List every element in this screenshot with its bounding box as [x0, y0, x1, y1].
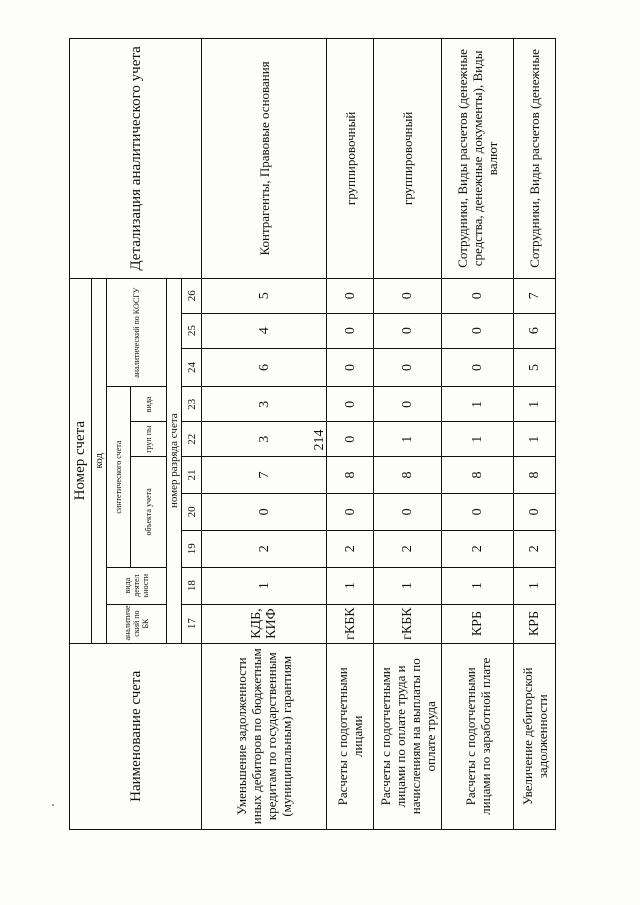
row-obj-19: 2: [514, 530, 556, 567]
table-row: [374, 39, 442, 830]
activity-type-header: вида деятел ьности: [107, 567, 167, 604]
row-obj-21: 7: [202, 457, 327, 494]
row-group: 1: [442, 422, 514, 457]
row-bk: КДБ, КИФ: [202, 604, 327, 643]
row-bk: КРБ: [514, 604, 556, 643]
row-obj-20: 0: [374, 493, 442, 530]
row-activity: 1: [327, 567, 374, 604]
chart-of-accounts-table: [69, 38, 556, 830]
row-detail: Контрагенты, Правовые основания: [202, 39, 327, 279]
row-detail: Сотрудники, Виды расчетов (денежные: [514, 39, 556, 279]
digit-17: 17: [182, 604, 202, 643]
code-header: код: [92, 278, 107, 643]
row-name: Увеличение дебиторской задолженности: [514, 643, 556, 829]
row-detail: Сотрудники, Виды расчетов (денежные средства, денежные документы), Виды валют: [442, 39, 514, 279]
row-kosgu-24: 0: [374, 348, 442, 387]
digit-20: 20: [182, 493, 202, 530]
row-kind: 0: [327, 387, 374, 422]
row-obj-21: 8: [442, 457, 514, 494]
row-obj-20: 0: [514, 493, 556, 530]
row-bk: гКБК: [374, 604, 442, 643]
row-obj-21: 8: [514, 457, 556, 494]
scan-artifact: [52, 804, 54, 806]
row-group: 1: [374, 422, 442, 457]
header-row-1: [70, 39, 92, 830]
row-group: 1: [514, 422, 556, 457]
page-number: 214: [312, 429, 327, 451]
digit-26: 26: [182, 278, 202, 313]
row-kind: 1: [514, 387, 556, 422]
row-detail: группировочный: [374, 39, 442, 279]
row-kind: 1: [442, 387, 514, 422]
row-obj-20: 0: [202, 493, 327, 530]
row-kind: 3: [202, 387, 327, 422]
row-obj-19: 2: [374, 530, 442, 567]
table-row: [514, 39, 556, 830]
row-name: Расчеты с подотчетными лицами по заработной плате: [442, 643, 514, 829]
account-number-header: Номер счета: [70, 278, 92, 643]
row-obj-20: 0: [442, 493, 514, 530]
digit-19: 19: [182, 530, 202, 567]
row-activity: 1: [442, 567, 514, 604]
row-obj-20: 0: [327, 493, 374, 530]
row-group: 0: [327, 422, 374, 457]
row-obj-19: 2: [202, 530, 327, 567]
kind-header: вида: [131, 387, 167, 422]
row-detail: группировочный: [327, 39, 374, 279]
row-kind: 0: [374, 387, 442, 422]
row-activity: 1: [374, 567, 442, 604]
digit-22: 22: [182, 422, 202, 457]
row-kosgu-25: 0: [442, 313, 514, 348]
analytic-kosgu-header: аналитический по КОСГУ: [107, 278, 167, 387]
row-bk: гКБК: [327, 604, 374, 643]
row-kosgu-26: 7: [514, 278, 556, 313]
row-kosgu-25: 0: [374, 313, 442, 348]
row-obj-21: 8: [374, 457, 442, 494]
digit-24: 24: [182, 348, 202, 387]
digit-21: 21: [182, 457, 202, 494]
row-obj-19: 2: [442, 530, 514, 567]
row-kosgu-26: 0: [442, 278, 514, 313]
rotated-table-wrapper: [69, 38, 550, 830]
digit-18: 18: [182, 567, 202, 604]
row-name: Расчеты с подотчетными лицами: [327, 643, 374, 829]
row-activity: 1: [202, 567, 327, 604]
row-activity: 1: [514, 567, 556, 604]
row-kosgu-26: 0: [374, 278, 442, 313]
row-kosgu-24: 0: [327, 348, 374, 387]
row-kosgu-25: 4: [202, 313, 327, 348]
table-row: [202, 39, 327, 830]
table-row: [327, 39, 374, 830]
detail-header: Детализация аналитического учета: [70, 39, 202, 279]
table-row: [442, 39, 514, 830]
digit-23: 23: [182, 387, 202, 422]
row-kosgu-24: 0: [442, 348, 514, 387]
row-obj-21: 8: [327, 457, 374, 494]
row-kosgu-26: 0: [327, 278, 374, 313]
account-object-header: объекта учета: [131, 457, 167, 568]
account-name-header: Наименование счета: [70, 643, 202, 829]
row-obj-19: 2: [327, 530, 374, 567]
row-name: Уменьшение задолженности иных дебиторов по бюджетным кредитам по государственным (муниципальным) гарантиям: [202, 643, 327, 829]
synthetic-account-header: синтетического счета: [107, 387, 131, 567]
digit-25: 25: [182, 313, 202, 348]
analytic-bk-header: аналитиче ский по БК: [107, 604, 167, 643]
row-kosgu-25: 0: [327, 313, 374, 348]
group-header: груп пы: [131, 422, 167, 457]
row-group: 3: [202, 422, 327, 457]
row-name: Расчеты с подотчетными лицами по оплате труда и начислениям на выплаты по оплате труда: [374, 643, 442, 829]
digit-number-header: номер разряда счета: [167, 278, 182, 643]
row-kosgu-26: 5: [202, 278, 327, 313]
row-bk: КРБ: [442, 604, 514, 643]
row-kosgu-24: 5: [514, 348, 556, 387]
row-kosgu-24: 6: [202, 348, 327, 387]
row-kosgu-25: 6: [514, 313, 556, 348]
